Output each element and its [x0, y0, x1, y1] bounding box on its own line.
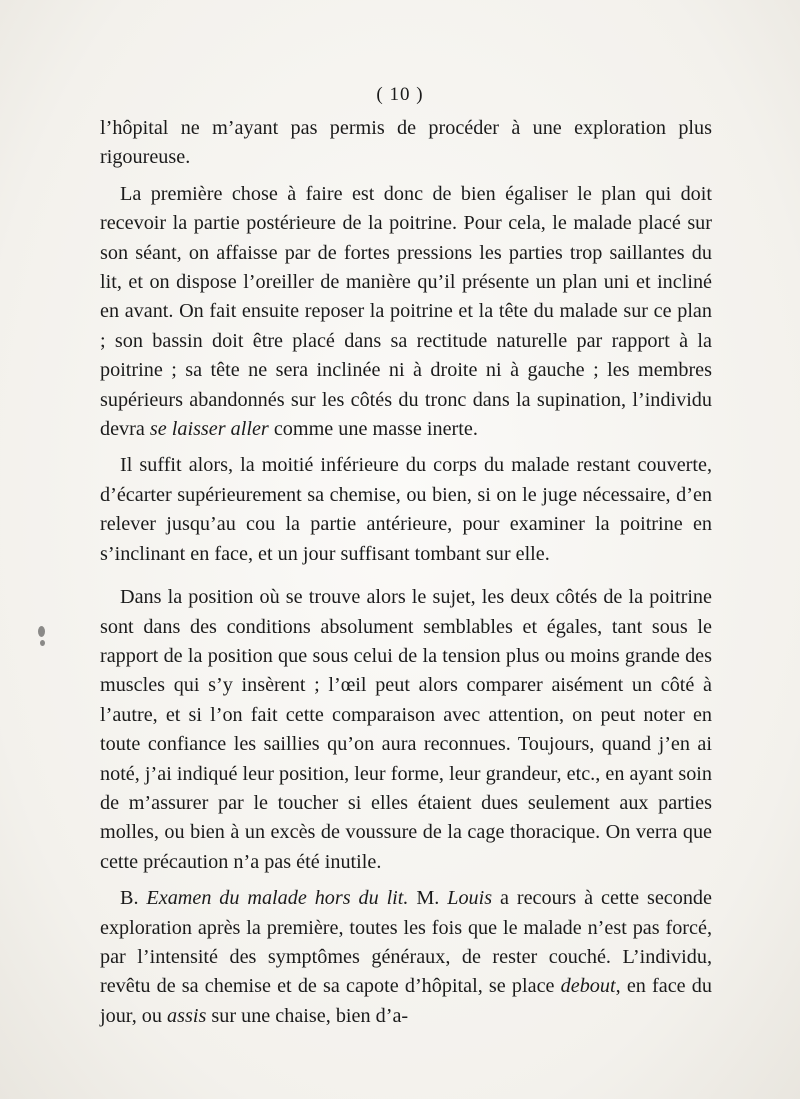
- italic-text-segment: se laisser aller: [149, 418, 269, 441]
- paragraph-3: [100, 451, 712, 569]
- text-segment: Il suffit alors, la moitié inférieure du corps du malade restant couverte, d’écarter supérieurement sa chemise, ou bien, si on le juge nécessaire, d’en relever jusqu’au cou la partie antérieure, pour examiner la poitrine en s’inclinant en face, et un jour suffisant tombant sur elle.: [100, 454, 712, 565]
- text-segment: l’hôpital ne m’ayant pas permis de procéder à une exploration plus rigoureuse.: [100, 117, 712, 169]
- ink-speck: [38, 626, 45, 637]
- text-segment: a recours à cette seconde exploration après la première, toutes les fois que le malade n’est pas forcé, par l’intensité des symptômes généraux, de rester couché. L’individu, revêtu de sa chemise et de sa capote d’hôpital, se place: [100, 887, 712, 998]
- page-number: ( 10 ): [376, 84, 424, 105]
- text-segment: M.: [408, 887, 448, 910]
- italic-text-segment: Examen du malade hors du lit.: [146, 887, 409, 910]
- text-segment: B.: [120, 887, 147, 910]
- text-segment: Dans la position où se trouve alors le sujet, les deux côtés de la poitrine sont dans des conditions absolument semblables et égales, tant sous le rapport de la position que sous celui de la tension plus ou moins grande des muscles qui s’y insèrent ; l’œil peut alors comparer aisément un côté à l’autre, et si l’on fait cette comparaison avec attention, on peut noter en toute confiance les saillies qu’on aura reconnues. Toujours, quand j’en ai noté, j’ai indiqué leur position, leur forme, leur grandeur, etc., en ayant soin de m’assurer par le toucher si elles étaient dues seulement aux parties molles, ou bien à un excès de voussure de la cage thoracique. On verra que cette précaution n’a pas été inutile.: [100, 586, 712, 873]
- paragraph-2: [100, 180, 712, 445]
- paragraph-5: [100, 884, 712, 1031]
- text-segment: , en face du jour, ou: [100, 975, 712, 1027]
- paragraph-1: [100, 114, 712, 173]
- ink-speck: [40, 640, 45, 646]
- italic-text-segment: assis: [167, 1004, 207, 1027]
- italic-text-segment: Louis: [447, 887, 493, 910]
- paragraph-4: [100, 583, 712, 877]
- text-segment: La première chose à faire est donc de bien égaliser le plan qui doit recevoir la partie postérieure de la poitrine. Pour cela, le malade placé sur son séant, on affaisse par de fortes pressions les parties trop saillantes du lit, et on dispose l’oreiller de manière qu’il présente un plan uni et incliné en avant. On fait ensuite reposer la poitrine et la tête du malade sur ce plan ; son bassin doit être placé dans sa rectitude naturelle par rapport à la poitrine ; sa tête ne sera inclinée ni à droite ni à gauche ; les membres supérieurs abandonnés sur les côtés du tronc dans la supination, l’individu devra: [100, 182, 712, 441]
- text-segment: comme une masse inerte.: [268, 418, 478, 441]
- italic-text-segment: debout: [560, 975, 616, 998]
- body-text: [100, 114, 712, 1031]
- text-segment: sur une chaise, bien d’a-: [206, 1004, 409, 1027]
